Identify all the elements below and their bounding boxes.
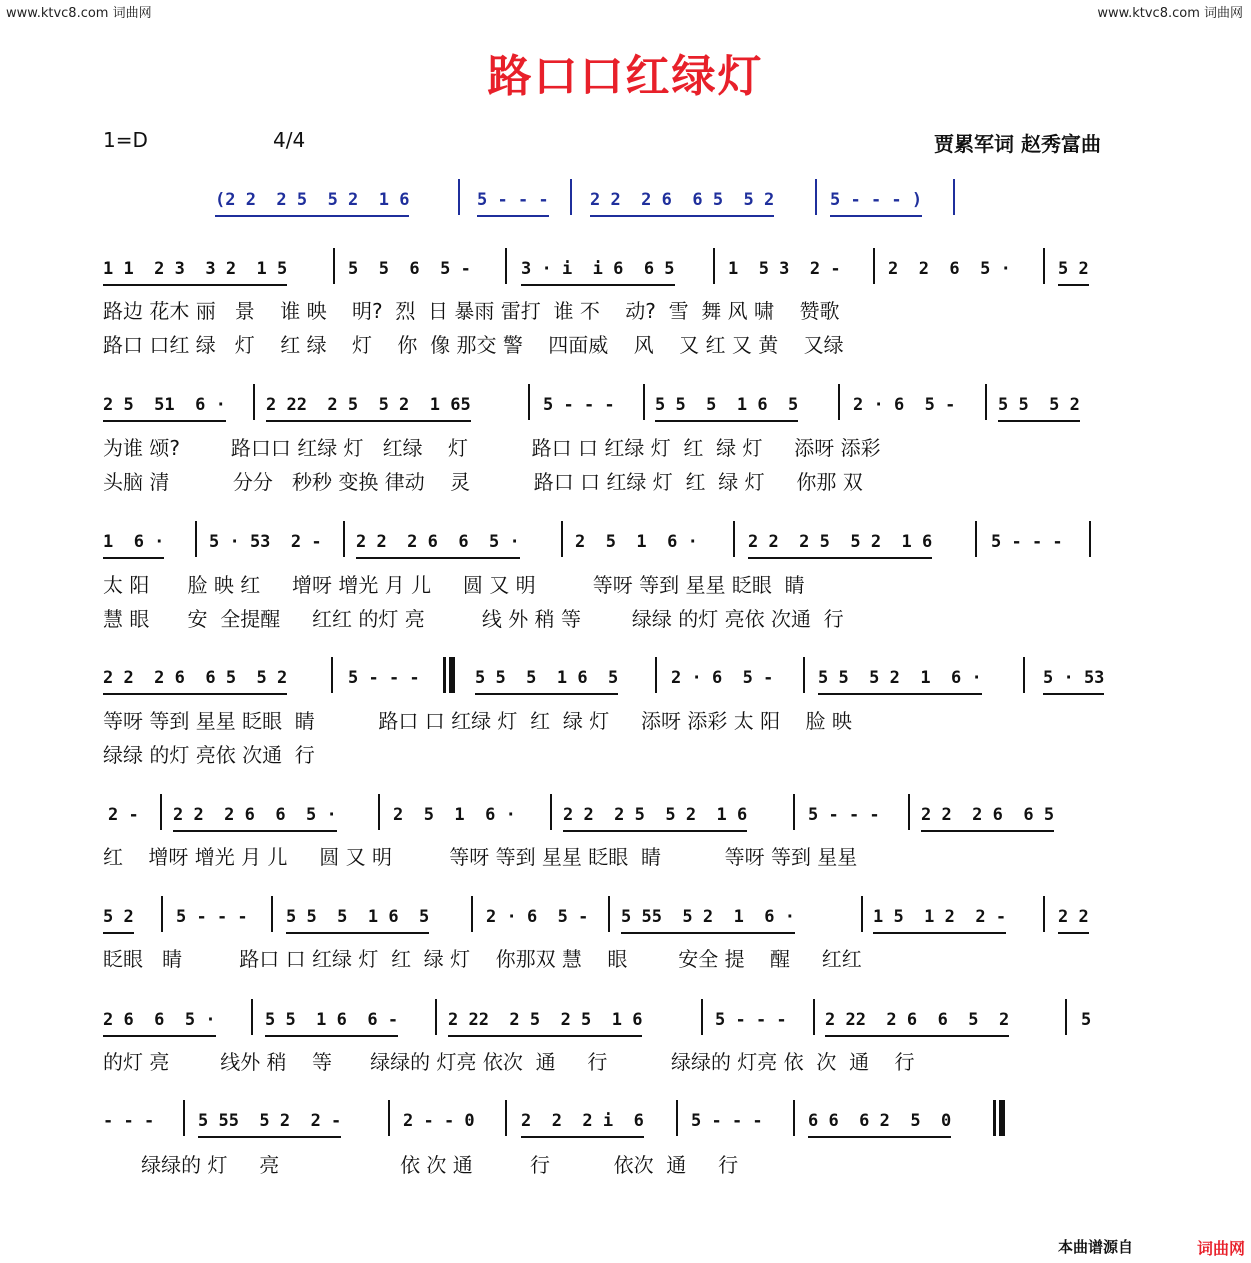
notation-line-7 <box>103 1005 1101 1035</box>
barline <box>505 248 507 284</box>
barline <box>803 657 805 693</box>
measure: 5 5 5 1 6 5 <box>475 663 618 695</box>
barline <box>343 521 345 557</box>
notation-line-3 <box>103 527 1101 557</box>
barline <box>1043 896 1045 932</box>
measure: 2 5 1 6 · <box>393 805 516 825</box>
lyric-verse-1: 太 阳 脸 映 红 增呀 增光 月 儿 圆 又 明 等呀 等到 星星 眨眼 睛 <box>103 573 805 597</box>
barline <box>435 999 437 1035</box>
measure: 2 5 1 6 · <box>575 532 698 552</box>
measure: 1 5 1 2 2 - <box>873 902 1006 934</box>
lyric-verse-1: 为谁 颂? 路口口 红绿 灯 红绿 灯 路口 口 红绿 灯 红 绿 灯 添呀 添彩 <box>103 436 881 460</box>
barline <box>253 384 255 420</box>
measure: 2 2 2 i 6 <box>521 1106 644 1138</box>
barline <box>528 384 530 420</box>
measure: 5 5 5 2 1 6 · <box>818 663 982 695</box>
barline <box>160 794 162 830</box>
measure: 2 · 6 5 - <box>671 668 774 688</box>
lyric-verse-1: 红 增呀 增光 月 儿 圆 又 明 等呀 等到 星星 眨眼 睛 等呀 等到 星星 <box>103 845 858 869</box>
intro-line <box>215 185 961 215</box>
measure: 5 2 <box>103 902 134 934</box>
measure: 1 6 · <box>103 527 164 559</box>
barline <box>908 794 910 830</box>
barline <box>608 896 610 932</box>
measure: 2 · 6 5 - <box>486 907 589 927</box>
measure: 5 - - - <box>808 805 880 825</box>
measure: 5 - - - <box>691 1111 763 1131</box>
lyric-verse-2: 慧 眼 安 全提醒 红红 的灯 亮 线 外 稍 等 绿绿 的灯 亮依 次通 行 <box>103 607 844 631</box>
lyric-verse-1: 绿绿的 灯 亮 依 次 通 行 依次 通 行 <box>103 1153 739 1177</box>
measure: 5 <box>1081 1010 1092 1030</box>
measure: 5 - - - <box>477 185 549 217</box>
watermark-left: www.ktvc8.com 词曲网 <box>6 6 152 21</box>
notation-line-1 <box>103 254 1101 284</box>
barline <box>271 896 273 932</box>
barline <box>388 1100 390 1136</box>
barline <box>570 179 572 215</box>
barline <box>1065 999 1067 1035</box>
measure: 5 5 1 6 6 - <box>265 1005 398 1037</box>
barline <box>813 999 815 1035</box>
barline <box>161 896 163 932</box>
barline <box>378 794 380 830</box>
barline <box>701 999 703 1035</box>
barline <box>550 794 552 830</box>
measure: 2 22 2 5 5 2 1 65 <box>266 390 471 422</box>
measure: 5 5 5 1 6 5 <box>286 902 429 934</box>
measure: 5 5 5 1 6 5 <box>655 390 798 422</box>
watermark-right: www.ktvc8.com 词曲网 <box>1097 6 1243 21</box>
measure: 5 · 53 <box>1043 663 1104 695</box>
measure: 3 · i i 6 6 5 <box>521 254 675 286</box>
barline <box>1043 248 1045 284</box>
measure: 2 2 2 6 6 5 · <box>173 800 337 832</box>
key-signature: 1=D <box>103 128 148 152</box>
measure: 2 22 2 5 2 5 1 6 <box>448 1005 642 1037</box>
measure: 2 - <box>108 805 139 825</box>
lyric-verse-2: 绿绿 的灯 亮依 次通 行 <box>103 743 315 767</box>
measure: 1 5 3 2 - <box>728 259 841 279</box>
barline <box>676 1100 678 1136</box>
barline <box>195 521 197 557</box>
measure: 1 1 2 3 3 2 1 5 <box>103 254 287 286</box>
measure: 2 - - 0 <box>403 1111 475 1131</box>
measure: 5 5 5 2 <box>998 390 1080 422</box>
barline <box>733 521 735 557</box>
final-barline <box>993 1100 996 1136</box>
measure: 2 22 2 6 6 5 2 <box>825 1005 1009 1037</box>
measure: 2 2 2 6 6 5 5 2 <box>103 663 287 695</box>
measure: 5 55 5 2 2 - <box>198 1106 341 1138</box>
measure: 2 6 6 5 · <box>103 1005 216 1037</box>
time-signature: 4/4 <box>273 128 306 152</box>
credits: 贾累军词 赵秀富曲 <box>934 132 1101 156</box>
barline <box>655 657 657 693</box>
measure: 5 - - - <box>348 668 420 688</box>
source-label: 本曲谱源自 <box>1057 1238 1133 1256</box>
measure: 5 · 53 2 - <box>209 532 322 552</box>
measure: 5 - - - <box>543 395 615 415</box>
barline <box>793 1100 795 1136</box>
barline <box>815 179 817 215</box>
barline <box>838 384 840 420</box>
lyric-verse-2: 头脑 清 分分 秒秒 变换 律动 灵 路口 口 红绿 灯 红 绿 灯 你那 双 <box>103 470 863 494</box>
measure: 5 2 <box>1058 254 1089 286</box>
measure: 5 - - - <box>715 1010 787 1030</box>
lyric-verse-2: 路口 口红 绿 灯 红 绿 灯 你 像 那交 警 四面威 风 又 红 又 黄 又绿 <box>103 333 844 357</box>
barline <box>333 248 335 284</box>
barline <box>1023 657 1025 693</box>
notation-line-5 <box>103 800 1101 830</box>
barline <box>251 999 253 1035</box>
measure: 2 · 6 5 - <box>853 395 956 415</box>
measure: 2 2 2 6 6 5 · <box>356 527 520 559</box>
lyric-verse-1: 等呀 等到 星星 眨眼 睛 路口 口 红绿 灯 红 绿 灯 添呀 添彩 太 阳 脸 映 <box>103 709 852 733</box>
measure: (2 2 2 5 5 2 1 6 <box>215 185 409 217</box>
barline <box>1089 521 1091 557</box>
measure: 5 - - - ) <box>830 185 922 217</box>
notation-line-4 <box>103 663 1105 693</box>
barline <box>975 521 977 557</box>
barline <box>985 384 987 420</box>
barline <box>561 521 563 557</box>
barline <box>953 179 955 215</box>
notation-line-6 <box>103 902 1101 932</box>
barline <box>793 794 795 830</box>
lyric-verse-1: 眨眼 睛 路口 口 红绿 灯 红 绿 灯 你那双 慧 眼 安全 提 醒 红红 <box>103 947 862 971</box>
barline <box>873 248 875 284</box>
notation-line-8 <box>103 1106 1101 1136</box>
site-logo[interactable]: 词曲网 <box>1196 1239 1245 1258</box>
lyric-verse-1: 路边 花木 丽 景 谁 映 明? 烈 日 暴雨 雷打 谁 不 动? 雪 舞 风 啸 赞歌 <box>103 299 840 323</box>
barline <box>458 179 460 215</box>
barline <box>183 1100 185 1136</box>
measure: 5 5 6 5 - <box>348 259 471 279</box>
measure: 6 6 6 2 5 0 <box>808 1106 951 1138</box>
barline <box>505 1100 507 1136</box>
measure: 2 2 2 5 5 2 1 6 <box>563 800 747 832</box>
measure: 2 2 6 5 · <box>888 259 1011 279</box>
measure: 2 2 <box>1058 902 1089 934</box>
measure: 2 2 2 5 5 2 1 6 <box>748 527 932 559</box>
measure: 2 5 51 6 · <box>103 390 226 422</box>
measure: 2 2 2 6 6 5 <box>921 800 1054 832</box>
barline <box>331 657 333 693</box>
repeat-barline <box>443 657 446 693</box>
measure: 5 - - - <box>991 532 1063 552</box>
measure: 5 - - - <box>176 907 248 927</box>
measure: - - - <box>103 1111 155 1131</box>
barline <box>861 896 863 932</box>
measure: 5 55 5 2 1 6 · <box>621 902 795 934</box>
lyric-verse-1: 的灯 亮 线外 稍 等 绿绿的 灯亮 依次 通 行 绿绿的 灯亮 依 次 通 行 <box>103 1050 915 1074</box>
song-title: 路口口红绿灯 <box>487 51 764 102</box>
barline <box>643 384 645 420</box>
barline <box>471 896 473 932</box>
barline <box>713 248 715 284</box>
notation-line-2 <box>103 390 1101 420</box>
measure: 2 2 2 6 6 5 5 2 <box>590 185 774 217</box>
